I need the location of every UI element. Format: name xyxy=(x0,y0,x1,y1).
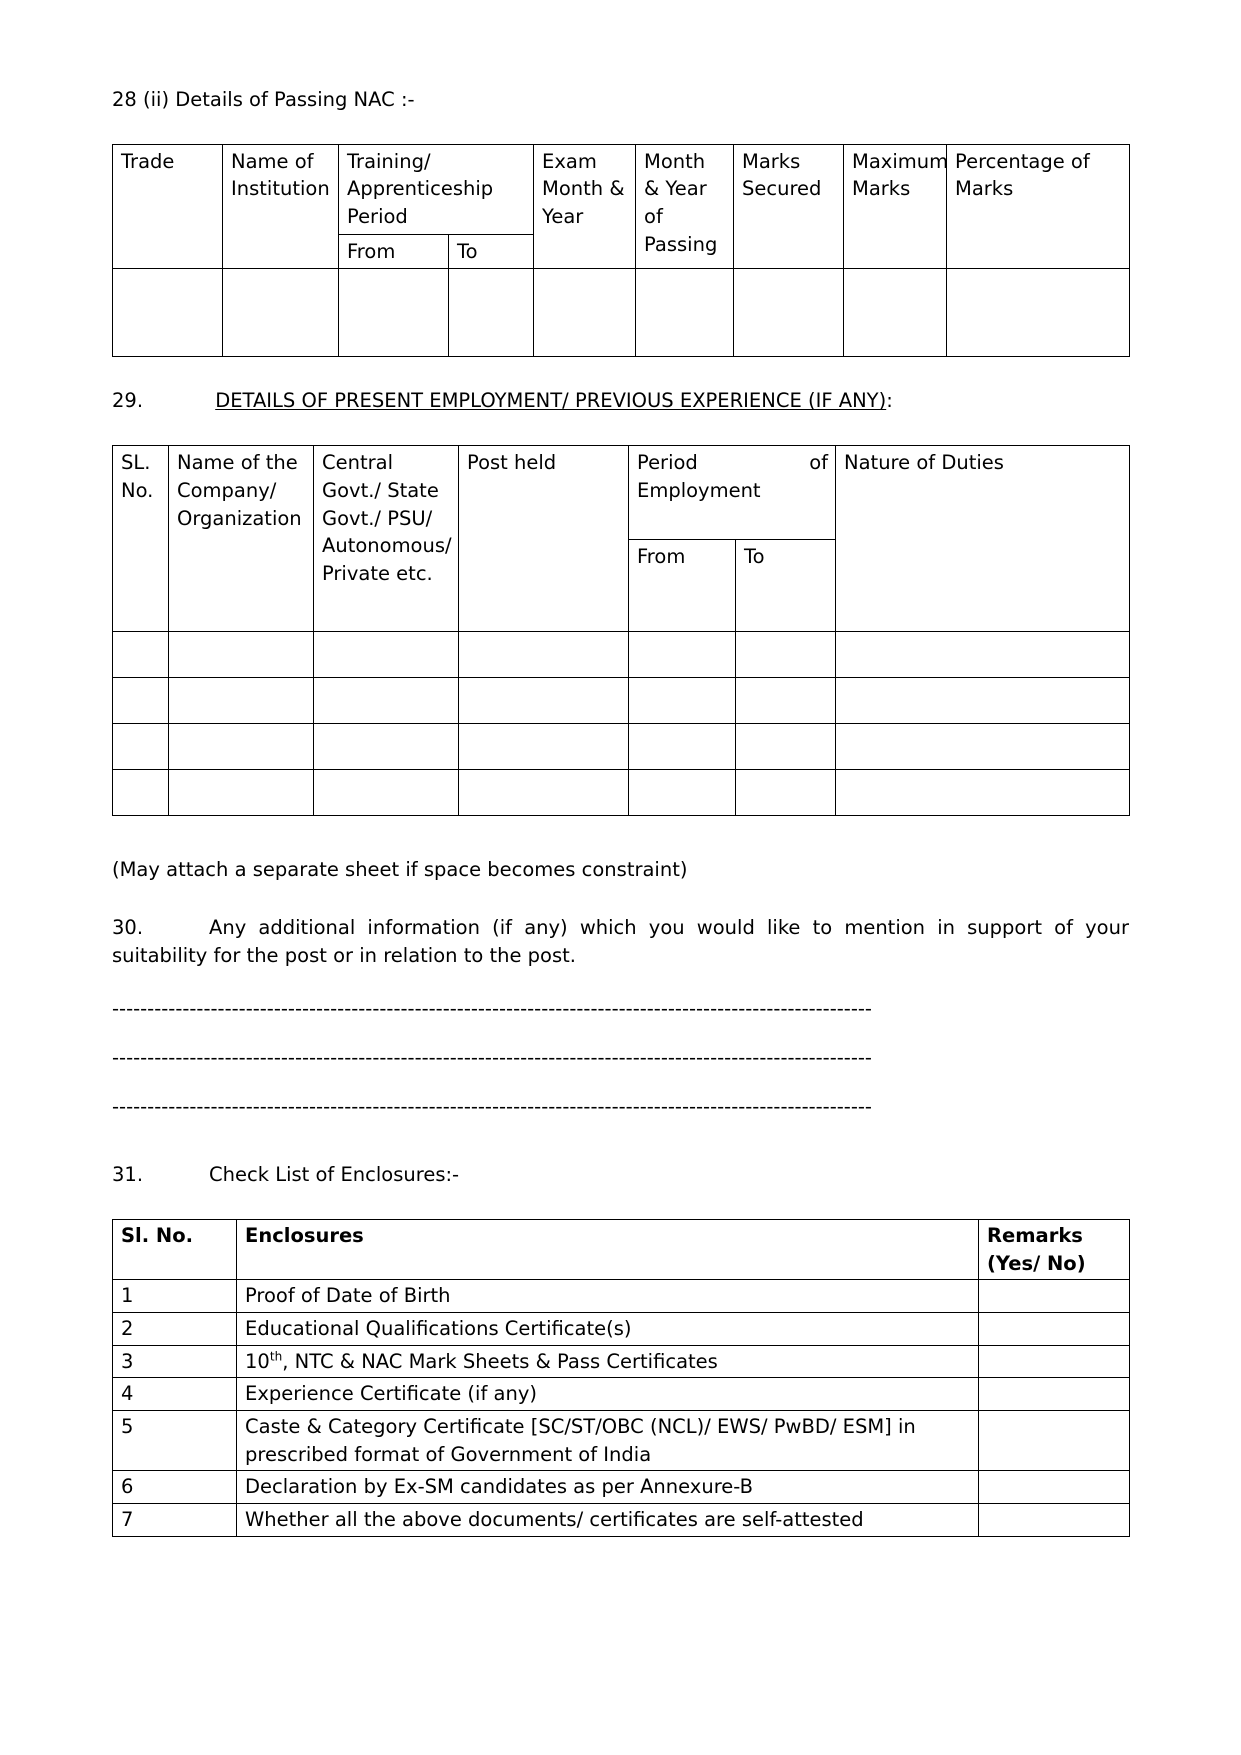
header-to: To xyxy=(736,540,836,632)
cell-enclosure: Declaration by Ex-SM candidates as per Annexure-B xyxy=(237,1471,979,1504)
cell-enclosure: Educational Qualifications Certificate(s) xyxy=(237,1312,979,1345)
spacer xyxy=(112,114,1129,144)
spacer xyxy=(112,969,1129,999)
cell-post-held[interactable] xyxy=(459,770,629,816)
cell-post-held[interactable] xyxy=(459,724,629,770)
table-row xyxy=(113,269,1130,357)
cell-sl-no: 2 xyxy=(113,1312,237,1345)
header-training-period: Training/ Apprenticeship Period xyxy=(339,144,534,234)
header-sector: Central Govt./ State Govt./ PSU/ Autonomous/ Private etc. xyxy=(314,446,459,632)
cell-sl-no: 5 xyxy=(113,1411,237,1471)
cell-institution[interactable] xyxy=(223,269,339,357)
cell-sl-no[interactable] xyxy=(113,770,169,816)
spacer xyxy=(112,357,1129,387)
cell-sl-no: 4 xyxy=(113,1378,237,1411)
header-from: From xyxy=(629,540,736,632)
table-header-row xyxy=(113,446,1130,540)
section-31-text: Check List of Enclosures:- xyxy=(209,1163,460,1187)
section-30-number: 30. xyxy=(112,915,144,939)
header-remarks xyxy=(979,1219,1130,1279)
table-row xyxy=(113,632,1130,678)
ordinal-suffix: th xyxy=(269,1349,283,1364)
attach-sheet-note: (May attach a separate sheet if space becomes constraint) xyxy=(112,858,688,882)
table-row xyxy=(113,1504,1130,1537)
cell-remarks[interactable] xyxy=(979,1411,1130,1471)
header-sl-no: SL. No. xyxy=(113,446,169,632)
cell-to[interactable] xyxy=(736,632,836,678)
cell-enclosure: Caste & Category Certificate [SC/ST/OBC (NCL)/ EWS/ PwBD/ ESM] in prescribed format of Government of India xyxy=(237,1411,979,1471)
cell-nature-of-duties[interactable] xyxy=(836,632,1130,678)
table-row xyxy=(113,1471,1130,1504)
spacer xyxy=(112,1023,1129,1048)
cell-sl-no[interactable] xyxy=(113,678,169,724)
cell-sector[interactable] xyxy=(314,770,459,816)
section-29-title: DETAILS OF PRESENT EMPLOYMENT/ PREVIOUS EXPERIENCE (IF ANY) xyxy=(215,389,887,413)
cell-remarks[interactable] xyxy=(979,1471,1130,1504)
cell-sl-no: 7 xyxy=(113,1504,237,1537)
cell-company[interactable] xyxy=(169,770,314,816)
table-row xyxy=(113,678,1130,724)
header-nature-of-duties: Nature of Duties xyxy=(836,446,1130,632)
cell-nature-of-duties[interactable] xyxy=(836,678,1130,724)
section-29-heading xyxy=(112,387,1129,415)
cell-remarks[interactable] xyxy=(979,1312,1130,1345)
header-period-of-employment-text: Period of Employment xyxy=(637,451,829,502)
header-post-held: Post held xyxy=(459,446,629,632)
section-29-number: 29. xyxy=(112,389,144,413)
header-company: Name of the Company/ Organization xyxy=(169,446,314,632)
header-remarks-line2: (Yes/ No) xyxy=(987,1251,1086,1275)
cell-percentage[interactable] xyxy=(947,269,1130,357)
cell-exam-month-year[interactable] xyxy=(534,269,636,357)
enclosures-checklist-table xyxy=(112,1219,1130,1537)
header-from: From xyxy=(339,234,449,269)
cell-remarks[interactable] xyxy=(979,1345,1130,1378)
cell-month-year-passing[interactable] xyxy=(636,269,734,357)
cell-to[interactable] xyxy=(736,770,836,816)
section-31-number: 31. xyxy=(112,1163,144,1187)
cell-sl-no[interactable] xyxy=(113,724,169,770)
table-header-row xyxy=(113,144,1130,234)
cell-marks-secured[interactable] xyxy=(734,269,844,357)
table-row xyxy=(113,1378,1130,1411)
table-row xyxy=(113,1411,1130,1471)
cell-post-held[interactable] xyxy=(459,678,629,724)
cell-sector[interactable] xyxy=(314,632,459,678)
cell-sl-no[interactable] xyxy=(113,632,169,678)
spacer xyxy=(112,816,1129,856)
cell-sector[interactable] xyxy=(314,678,459,724)
cell-from[interactable] xyxy=(629,678,736,724)
cell-remarks[interactable] xyxy=(979,1378,1130,1411)
section-29-colon: : xyxy=(886,389,893,413)
cell-post-held[interactable] xyxy=(459,632,629,678)
cell-from[interactable] xyxy=(339,269,449,357)
header-remarks-line1: Remarks xyxy=(987,1223,1083,1247)
employment-details-table xyxy=(112,445,1130,816)
header-period-of-employment xyxy=(629,446,836,540)
cell-company[interactable] xyxy=(169,678,314,724)
header-enclosures: Enclosures xyxy=(237,1219,979,1279)
cell-sl-no: 1 xyxy=(113,1280,237,1313)
cell-nature-of-duties[interactable] xyxy=(836,724,1130,770)
header-month-year-passing: Month & Year of Passing xyxy=(636,144,734,269)
section-30-paragraph xyxy=(112,914,1129,969)
cell-remarks[interactable] xyxy=(979,1504,1130,1537)
cell-maximum-marks[interactable] xyxy=(844,269,947,357)
table-row xyxy=(113,1345,1130,1378)
cell-from[interactable] xyxy=(629,770,736,816)
cell-enclosure: Whether all the above documents/ certificates are self-attested xyxy=(237,1504,979,1537)
header-sl-no: Sl. No. xyxy=(113,1219,237,1279)
table-row xyxy=(113,1312,1130,1345)
cell-nature-of-duties[interactable] xyxy=(836,770,1130,816)
cell-company[interactable] xyxy=(169,724,314,770)
header-maximum-marks: Maximum Marks xyxy=(844,144,947,269)
header-marks-secured: Marks Secured xyxy=(734,144,844,269)
section-30-text: Any additional information (if any) which you would like to mention in support of your suitability for the post or in relation to the post. xyxy=(112,915,1129,967)
nac-details-table xyxy=(112,144,1130,358)
header-percentage-of-marks: Percentage of Marks xyxy=(947,144,1130,269)
cell-to[interactable] xyxy=(736,678,836,724)
table-row xyxy=(113,770,1130,816)
spacer xyxy=(112,415,1129,445)
table-header-row xyxy=(113,1219,1130,1279)
table-row xyxy=(113,724,1130,770)
enclosure-text-post: , NTC & NAC Mark Sheets & Pass Certificates xyxy=(282,1349,718,1373)
cell-enclosure: Proof of Date of Birth xyxy=(237,1280,979,1313)
cell-from[interactable] xyxy=(629,724,736,770)
cell-enclosure: Experience Certificate (if any) xyxy=(237,1378,979,1411)
enclosure-text-pre: 10 xyxy=(245,1349,270,1373)
header-exam-month-year: Exam Month & Year xyxy=(534,144,636,269)
blank-answer-line-2[interactable]: ------------------------------------------------------------------------------------------------------------ xyxy=(112,1048,872,1070)
cell-from[interactable] xyxy=(629,632,736,678)
spacer xyxy=(112,1072,1129,1097)
header-institution: Name of Institution xyxy=(223,144,339,269)
blank-answer-line-3[interactable]: ------------------------------------------------------------------------------------------------------------ xyxy=(112,1097,872,1119)
cell-to[interactable] xyxy=(449,269,534,357)
spacer xyxy=(112,1121,1129,1161)
header-trade: Trade xyxy=(113,144,223,269)
cell-remarks[interactable] xyxy=(979,1280,1130,1313)
cell-sector[interactable] xyxy=(314,724,459,770)
table-row xyxy=(113,1280,1130,1313)
cell-trade[interactable] xyxy=(113,269,223,357)
cell-enclosure xyxy=(237,1345,979,1378)
cell-company[interactable] xyxy=(169,632,314,678)
cell-sl-no: 6 xyxy=(113,1471,237,1504)
cell-sl-no: 3 xyxy=(113,1345,237,1378)
spacer xyxy=(112,884,1129,914)
header-to: To xyxy=(449,234,534,269)
spacer xyxy=(112,1189,1129,1219)
section-31-heading xyxy=(112,1161,1129,1189)
blank-answer-line-1[interactable]: ------------------------------------------------------------------------------------------------------------ xyxy=(112,999,872,1021)
cell-to[interactable] xyxy=(736,724,836,770)
section-28-heading: 28 (ii) Details of Passing NAC :- xyxy=(112,88,415,111)
